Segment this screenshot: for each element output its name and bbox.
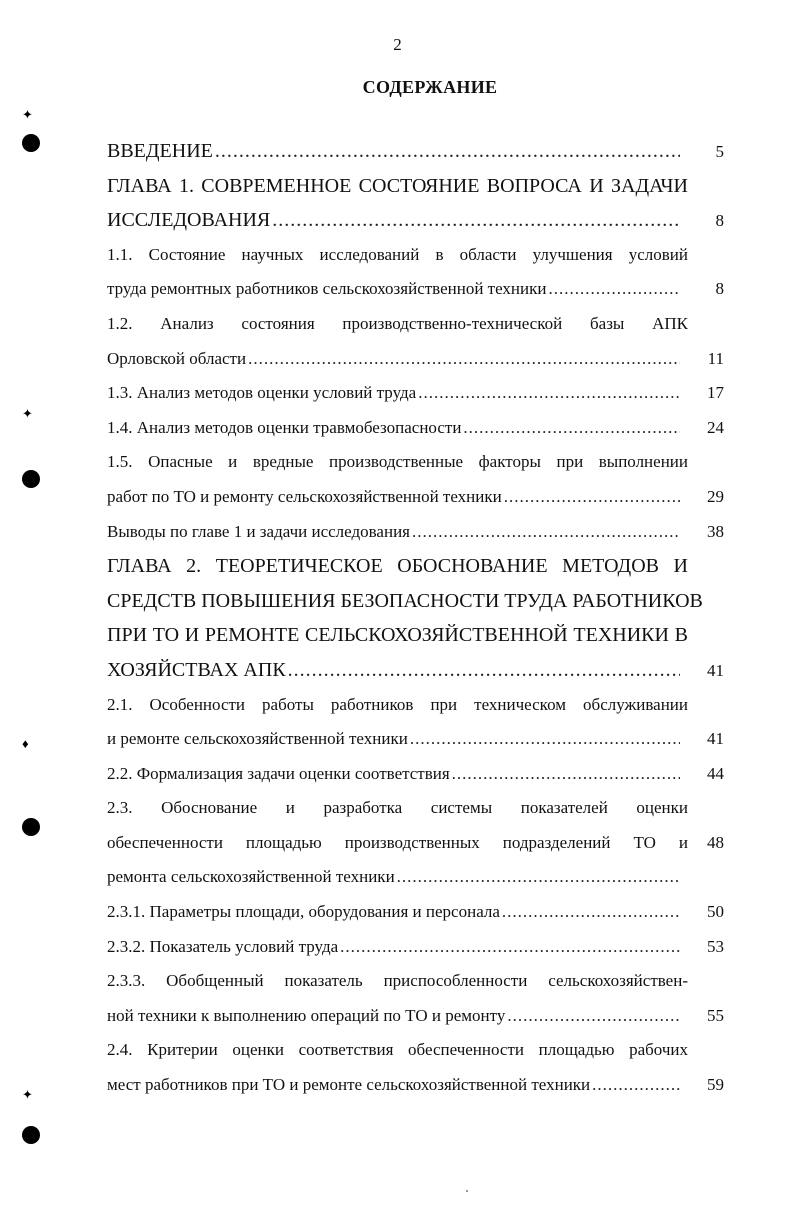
- toc-entry-text: 2.3.3. Обобщенный показатель приспособленности сельскохозяйствен-: [107, 971, 688, 991]
- toc-entry-text: СРЕДСТВ ПОВЫШЕНИЯ БЕЗОПАСНОСТИ ТРУДА РАБОТНИКОВ: [107, 589, 703, 612]
- table-of-contents: [107, 134, 724, 1103]
- dot-leader: [272, 203, 680, 238]
- toc-entry-text: ХОЗЯЙСТВАХ АПК: [107, 658, 286, 681]
- toc-entry-text: 2.3. Обоснование и разработка системы показателей оценки: [107, 798, 688, 818]
- toc-line: [107, 791, 724, 826]
- toc-line: [107, 999, 724, 1034]
- toc-entry-text: 1.2. Анализ состояния производственно-технической базы АПК: [107, 313, 688, 333]
- toc-entry-text: обеспеченности площадью производственных подразделений ТО и: [107, 832, 688, 852]
- toc-line: [107, 411, 724, 446]
- toc-entry-text: 1.1. Состояние научных исследований в области улучшения условий: [107, 244, 688, 264]
- binder-hole-mark: [22, 470, 40, 488]
- toc-line: [107, 272, 724, 307]
- toc-line: [107, 964, 724, 999]
- scan-speck: ✦: [22, 406, 33, 421]
- scan-speck: ✦: [22, 1087, 33, 1102]
- dot-leader: [418, 376, 680, 411]
- toc-line: [107, 515, 724, 550]
- toc-line: [107, 688, 724, 723]
- toc-line: [107, 134, 724, 169]
- toc-entry-text: 2.3.1. Параметры площади, оборудования и персонала: [107, 902, 500, 922]
- scan-speck: [466, 1190, 468, 1192]
- toc-page-number: 41: [707, 729, 724, 749]
- toc-line: [107, 584, 724, 619]
- toc-page-number: 24: [707, 417, 724, 437]
- binder-hole-mark: [22, 1126, 40, 1144]
- toc-line: [107, 757, 724, 792]
- toc-entry-text: ремонта сельскохозяйственной техники: [107, 867, 395, 887]
- dot-leader: [215, 134, 680, 169]
- toc-entry-text: 1.3. Анализ методов оценки условий труда: [107, 383, 417, 403]
- dot-leader: [452, 757, 680, 792]
- scan-speck: ✦: [22, 107, 33, 122]
- toc-entry-text: 2.3.2. Показатель условий труда: [107, 936, 339, 956]
- toc-entry-text: 1.5. Опасные и вредные производственные факторы при выполнении: [107, 452, 688, 472]
- toc-entry-text: и ремонте сельскохозяйственной техники: [107, 729, 408, 749]
- toc-page-number: 50: [707, 902, 724, 922]
- dot-leader: [410, 722, 680, 757]
- toc-page-number: 5: [715, 142, 724, 161]
- binder-hole-mark: [22, 134, 40, 152]
- toc-entry-text: ной техники к выполнению операций по ТО и ремонту: [107, 1005, 506, 1025]
- toc-line: [107, 826, 724, 861]
- toc-page-number: 48: [707, 832, 724, 852]
- toc-entry-text: 2.2. Формализация задачи оценки соответствия: [107, 763, 450, 783]
- toc-page-number: 53: [707, 936, 724, 956]
- dot-leader: [549, 272, 681, 307]
- toc-line: [107, 376, 724, 411]
- dot-leader: [463, 411, 680, 446]
- toc-page-number: 41: [707, 660, 724, 680]
- toc-entry-text: ВВЕДЕНИЕ: [107, 140, 213, 162]
- toc-entry-text: Орловской области: [107, 348, 247, 368]
- toc-entry-text: ИССЛЕДОВАНИЯ: [107, 209, 271, 232]
- toc-entry-text: труда ремонтных работников сельскохозяйственной техники: [107, 279, 547, 299]
- dot-leader: [397, 860, 680, 895]
- toc-page-number: 44: [707, 763, 724, 783]
- toc-page-number: 29: [707, 486, 724, 506]
- toc-page-number: 59: [707, 1075, 724, 1095]
- dot-leader: [507, 999, 680, 1034]
- dot-leader: [248, 342, 680, 377]
- toc-line: [107, 169, 724, 204]
- scan-speck: ♦: [22, 736, 29, 751]
- toc-entry-text: ГЛАВА 2. ТЕОРЕТИЧЕСКОЕ ОБОСНОВАНИЕ МЕТОДОВ И: [107, 555, 688, 578]
- page-title: СОДЕРЖАНИЕ: [362, 77, 498, 97]
- dot-leader: [288, 653, 680, 688]
- toc-page-number: 8: [715, 211, 724, 231]
- toc-page-number: 17: [707, 383, 724, 403]
- toc-line: [107, 722, 724, 757]
- toc-entry-text: мест работников при ТО и ремонте сельскохозяйственной техники: [107, 1075, 591, 1095]
- toc-entry-text: работ по ТО и ремонту сельскохозяйственной техники: [107, 486, 502, 506]
- toc-line: [107, 618, 724, 653]
- toc-entry-text: ПРИ ТО И РЕМОНТЕ СЕЛЬСКОХОЗЯЙСТВЕННОЙ ТЕХНИКИ В: [107, 624, 688, 647]
- toc-entry-text: 1.4. Анализ методов оценки травмобезопасности: [107, 417, 462, 437]
- toc-line: [107, 860, 724, 895]
- toc-entry-text: 2.1. Особенности работы работников при техническом обслуживании: [107, 694, 688, 714]
- dot-leader: [592, 1068, 680, 1103]
- toc-line: [107, 895, 724, 930]
- dot-leader: [502, 895, 680, 930]
- toc-entry-text: Выводы по главе 1 и задачи исследования: [107, 521, 410, 541]
- toc-line: [107, 549, 724, 584]
- dot-leader: [412, 515, 680, 550]
- toc-line: [107, 307, 724, 342]
- toc-page-number: 11: [707, 348, 724, 368]
- toc-line: [107, 445, 724, 480]
- toc-entry-text: ГЛАВА 1. СОВРЕМЕННОЕ СОСТОЯНИЕ ВОПРОСА И ЗАДАЧИ: [107, 174, 688, 197]
- toc-line: [107, 480, 724, 515]
- toc-page-number: 38: [707, 521, 724, 541]
- toc-line: [107, 1068, 724, 1103]
- toc-line: [107, 238, 724, 273]
- toc-line: [107, 930, 724, 965]
- toc-entry-text: 2.4. Критерии оценки соответствия обеспеченности площадью рабочих: [107, 1040, 688, 1060]
- page-number: 2: [393, 35, 402, 54]
- dot-leader: [340, 930, 680, 965]
- dot-leader: [504, 480, 680, 515]
- toc-page-number: 8: [715, 279, 724, 299]
- toc-line: [107, 1033, 724, 1068]
- toc-line: [107, 203, 724, 238]
- toc-line: [107, 342, 724, 377]
- toc-page-number: 55: [707, 1005, 724, 1025]
- binder-hole-mark: [22, 818, 40, 836]
- toc-line: [107, 653, 724, 688]
